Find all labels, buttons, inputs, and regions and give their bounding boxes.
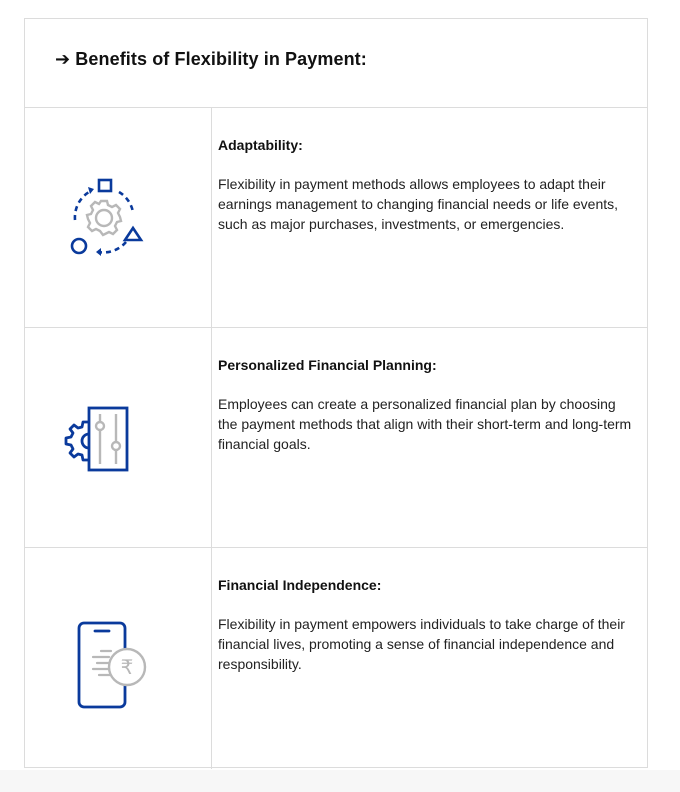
benefit-row-adaptability [25,108,647,328]
benefit-title: Financial Independence: [218,577,382,593]
arrow-icon: ➔ [55,49,71,69]
benefits-card [24,18,648,768]
header-title [55,49,367,70]
benefit-icon-cell [25,108,212,327]
benefit-title: Adaptability: [218,137,303,153]
financial-planning-sliders-icon [53,388,153,488]
benefit-icon-cell [25,328,212,547]
mobile-rupee-icon [55,609,155,709]
benefit-description: Flexibility in payment empowers individuals to take charge of their financial lives, promoting a sense of financial independence and responsibility. [218,616,625,672]
benefit-icon-cell [25,548,212,769]
benefit-title: Personalized Financial Planning: [218,357,437,373]
header-title-text: Benefits of Flexibility in Payment: [75,49,367,69]
benefit-row-financial-planning [25,328,647,548]
benefit-description: Flexibility in payment methods allows employees to adapt their earnings management to changing financial needs or life events, such as major purchases, investments, or emergencies. [218,176,619,232]
benefit-text-cell [212,328,647,547]
benefit-description: Employees can create a personalized financial plan by choosing the payment methods that align with their short-term and long-term financial goals. [218,396,632,452]
rupee-symbol: ₹ [120,654,134,679]
adaptability-cycle-icon [53,168,153,268]
benefit-row-financial-independence [25,548,647,769]
card-header [25,19,647,108]
benefit-text-cell [212,108,647,327]
benefit-text-cell [212,548,647,769]
page-bottom-strip [0,770,680,792]
